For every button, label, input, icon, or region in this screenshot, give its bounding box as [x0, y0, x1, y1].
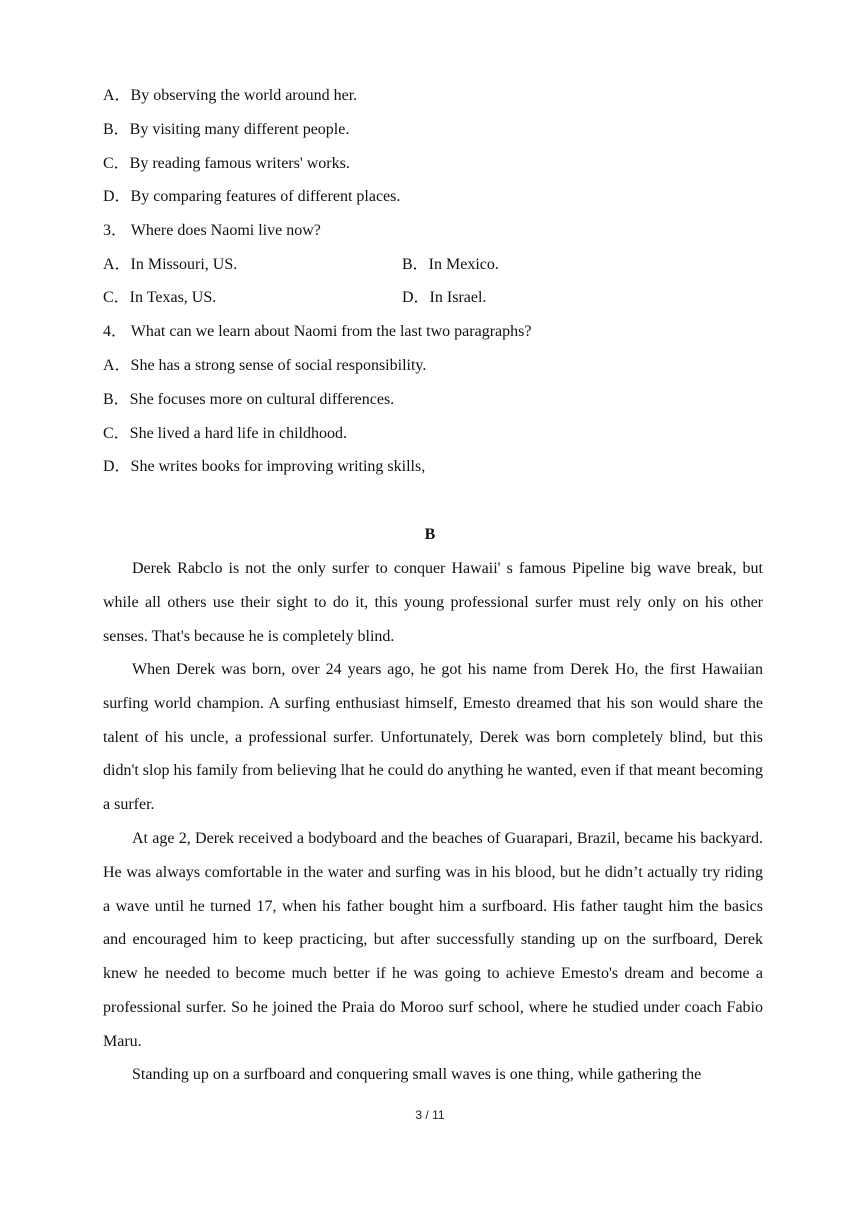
- q3-option-c: C．In Texas, US.: [103, 289, 217, 306]
- q2-option-a: A．By observing the world around her.: [103, 87, 358, 104]
- section-b-paragraph: Standing up on a surfboard and conquering small waves is one thing, while gathering the: [132, 1066, 702, 1083]
- q4-option-d: D．She writes books for improving writing skills,: [103, 458, 426, 475]
- q4-option-b: B．She focuses more on cultural differences.: [103, 391, 395, 408]
- section-b-title: B: [424, 526, 436, 543]
- section-b-paragraph: When Derek was born, over 24 years ago, he got his name from Derek Ho, the first Hawaiian surfing world champion. A surfing enthusiast himself, Emesto dreamed that his son would share the talent of his uncle, a professional surfer. Unfortunately, Derek was born completely blind, but this didn't slop his family from believing lhat he could do anything he wanted, even if that meant becoming a surfer.: [103, 661, 763, 814]
- q4-question: 4． What can we learn about Naomi from the last two paragraphs?: [103, 323, 532, 340]
- section-b-paragraph: Derek Rabclo is not the only surfer to conquer Hawaii' s famous Pipeline big wave break, but while all others use their sight to do it, this young professional surfer must rely only on his other senses. That's because he is completely blind.: [103, 560, 763, 645]
- q2-option-b: B．By visiting many different people.: [103, 121, 350, 138]
- page-number: 3 / 11: [415, 1108, 445, 1122]
- q2-option-d: D．By comparing features of different places.: [103, 188, 401, 205]
- q3-question: 3． Where does Naomi live now?: [103, 222, 321, 239]
- q3-option-d: D．In Israel.: [402, 289, 487, 306]
- q3-option-a: A．In Missouri, US.: [103, 256, 238, 273]
- q2-option-c: C．By reading famous writers' works.: [103, 155, 350, 172]
- q4-option-c: C．She lived a hard life in childhood.: [103, 425, 347, 442]
- section-b-paragraph: At age 2, Derek received a bodyboard and the beaches of Guarapari, Brazil, became his backyard. He was always comfortable in the water and surfing was in his blood, but he didn’t actually try riding a wave until he turned 17, when his father bought him a surfboard. His father taught him the basics and encouraged him to keep practicing, but after successfully standing up on the surfboard, Derek knew he needed to become much better if he was going to achieve Emesto's dream and become a professional surfer. So he joined the Praia do Moroo surf school, where he studied under coach Fabio Maru.: [103, 830, 763, 1050]
- q4-option-a: A．She has a strong sense of social responsibility.: [103, 357, 427, 374]
- q3-option-b: B．In Mexico.: [402, 256, 499, 273]
